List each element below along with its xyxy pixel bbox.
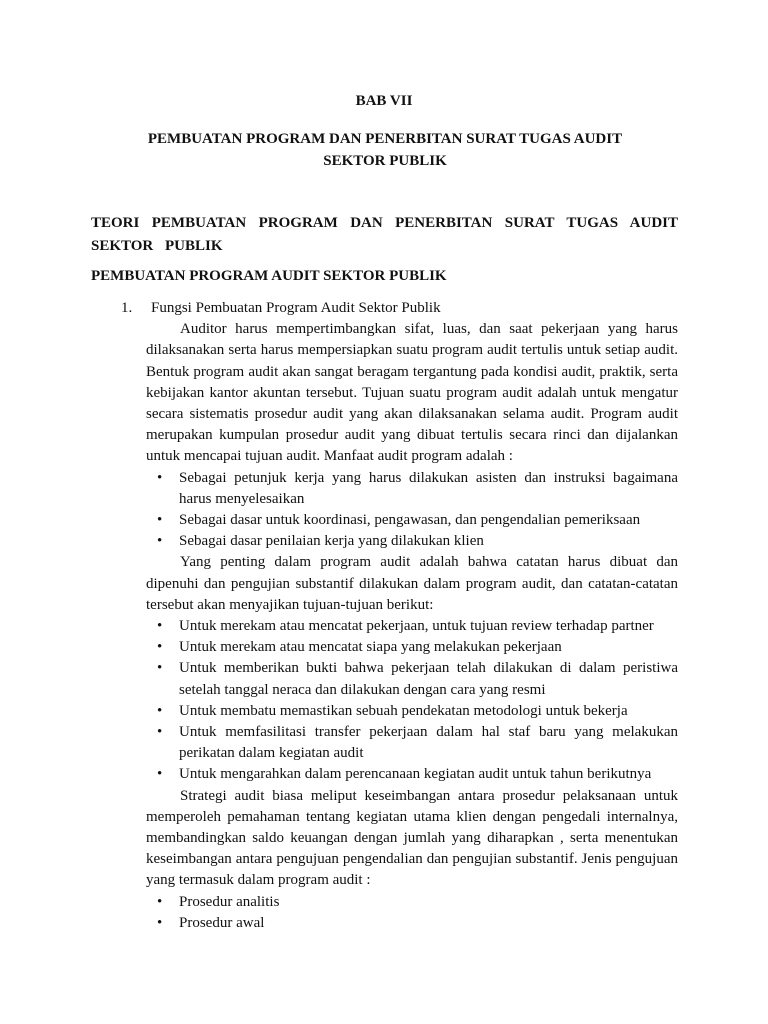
paragraph: Auditor harus mempertimbangkan sifat, luas, dan saat pekerjaan yang harus dilaksanakan serta harus mempersiapkan suatu program audit tertulis untuk setiap audit. Bentuk program audit akan sangat beragam tergantung pada kondisi audit, praktik, serta kebijakan kantor akuntan tersebut. Tujuan suatu program audit adalah untuk mengatur secara sistematis prosedur audit yang akan dilaksanakan selama audit. Program audit merupakan kumpulan prosedur audit yang dibuat tertulis secara rinci dan dijalankan untuk mencapai tujuan audit. Manfaat audit program adalah : [146,321,678,465]
subsection-title: PEMBUATAN PROGRAM AUDIT SEKTOR PUBLIK [91,268,447,284]
list-item: • Sebagai dasar untuk koordinasi, pengawasan, dan pengendalian pemeriksaan [146,510,678,531]
chapter-heading: BAB VII [355,93,413,109]
bullet-list [146,616,678,786]
list-item: • Untuk merekam atau mencatat siapa yang melakukan pekerjaan [146,637,678,658]
list-item: • Untuk merekam atau mencatat pekerjaan, untuk tujuan review terhadap partner [146,616,678,637]
list-item: • Sebagai petunjuk kerja yang harus dilakukan asisten dan instruksi bagaimana harus menyelesaikan [146,468,678,510]
list-item: • Untuk memberikan bukti bahwa pekerjaan telah dilakukan di dalam peristiwa setelah tanggal neraca dan dilakukan dengan cara yang resmi [146,658,678,700]
list-item: • Untuk membatu memastikan sebuah pendekatan metodologi untuk bekerja [146,701,678,722]
section-title: TEORI PEMBUATAN PROGRAM DAN PENERBITAN SURAT TUGAS AUDIT SEKTOR PUBLIK [91,215,678,254]
item-content [146,319,678,934]
list-item: • Sebagai dasar penilaian kerja yang dilakukan klien [146,531,678,552]
body-content [91,298,678,934]
numbered-item [91,298,678,319]
list-item: • Prosedur analitis [146,892,678,913]
item-heading: Fungsi Pembuatan Program Audit Sektor Publik [151,300,441,316]
list-item: • Untuk mengarahkan dalam perencanaan kegiatan audit untuk tahun berikutnya [146,764,678,785]
list-item: • Untuk memfasilitasi transfer pekerjaan dalam hal staf baru yang melakukan perikatan dalam kegiatan audit [146,722,678,764]
main-title: PEMBUATAN PROGRAM DAN PENERBITAN SURAT TUGAS AUDIT SEKTOR PUBLIK [147,131,623,169]
item-number: 1. [121,300,133,316]
list-item: • Prosedur awal [146,913,678,934]
paragraph: Strategi audit biasa meliput keseimbangan antara prosedur pelaksanaan untuk memperoleh pemahaman tentang kegiatan utama klien dengan pengedali internalnya, membandingkan saldo keuangan dengan jumlah yang diharapkan , serta menentukan keseimbangan antara pengujuan pengendalian dan pengujian substantif. Jenis pengujuan yang termasuk dalam program audit : [146,787,678,889]
bullet-list [146,468,678,553]
bullet-list [146,892,678,934]
paragraph: Yang penting dalam program audit adalah bahwa catatan harus dibuat dan dipenuhi dan pengujian substantif dilakukan dalam program audit, dan catatan-catatan tersebut akan menyajikan tujuan-tujuan berikut: [146,554,678,613]
